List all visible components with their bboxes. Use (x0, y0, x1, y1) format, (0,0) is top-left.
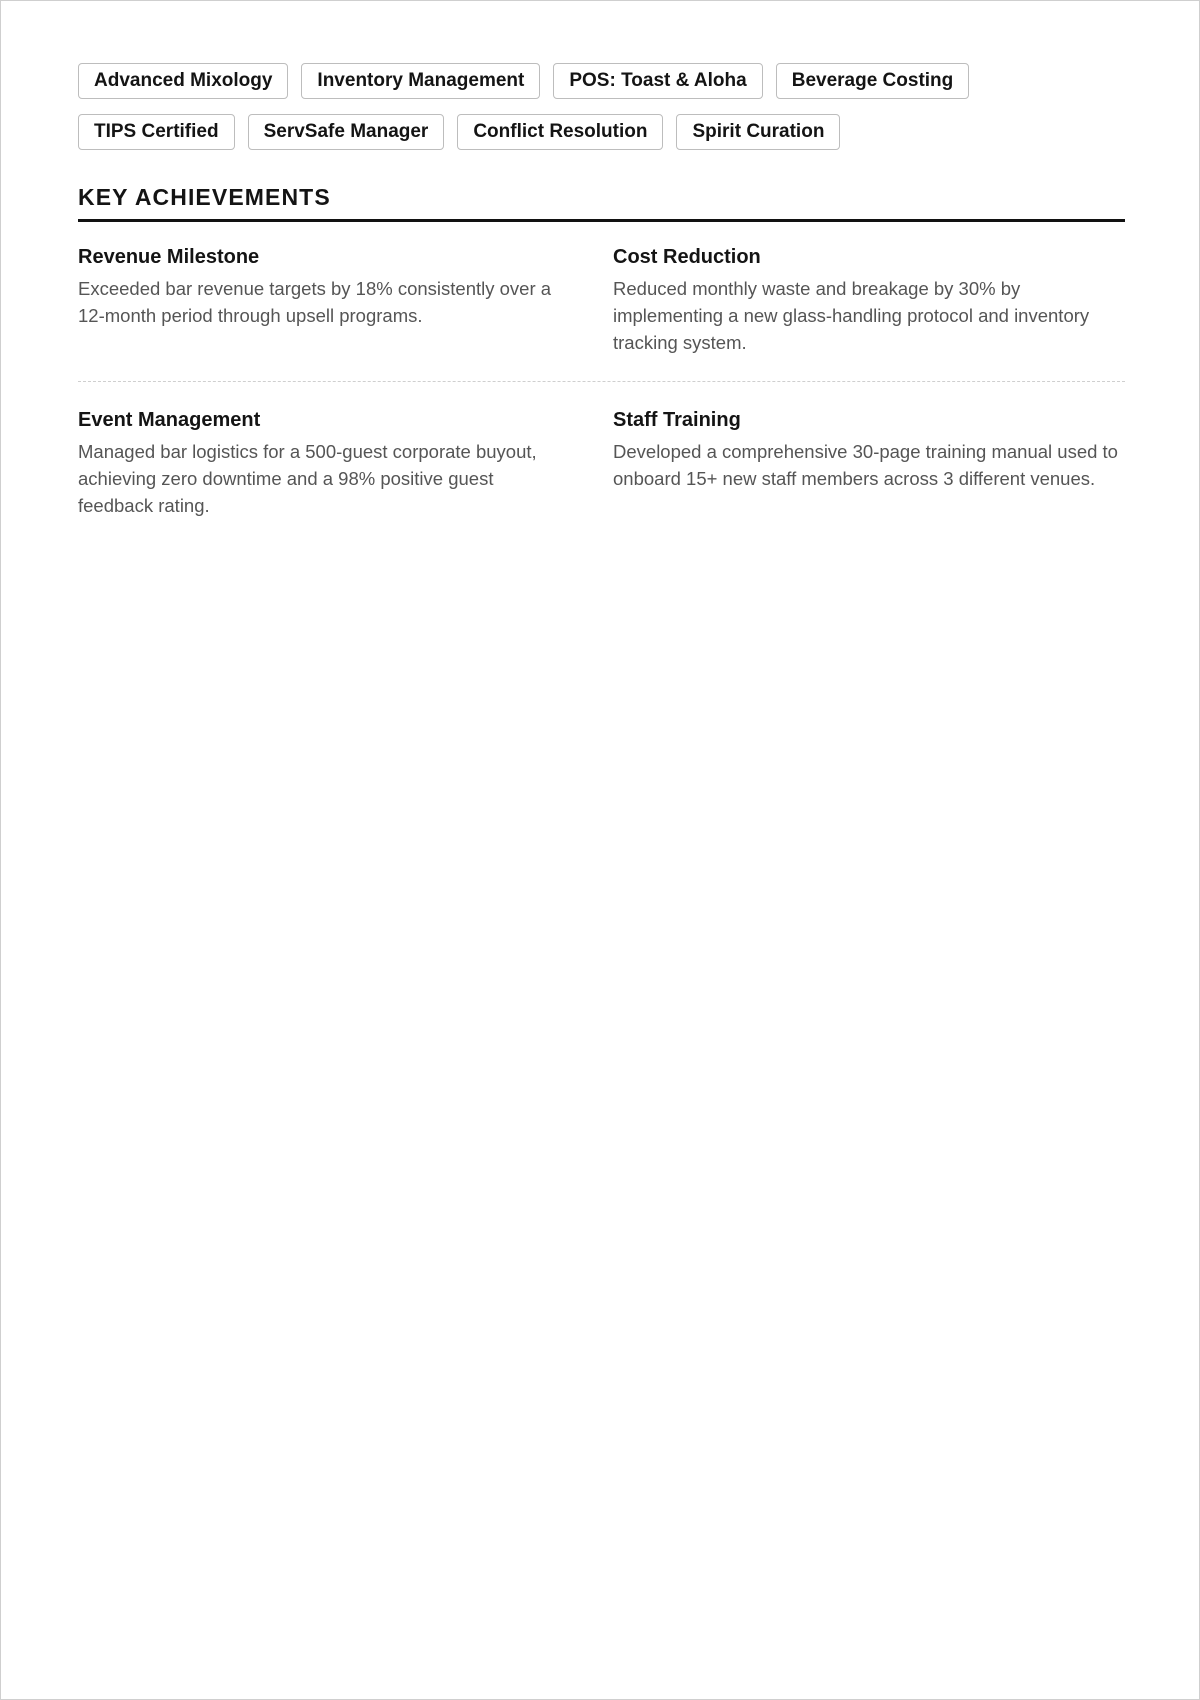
achievement-item (78, 407, 573, 519)
achievement-item (613, 407, 1123, 519)
skill-tag: POS: Toast & Aloha (553, 63, 762, 99)
achievement-title: Staff Training (613, 409, 741, 431)
achievements-row (78, 382, 1125, 519)
skill-tag: TIPS Certified (78, 114, 235, 150)
skill-tag: Inventory Management (301, 63, 540, 99)
achievement-item (613, 244, 1123, 356)
key-achievements-heading: KEY ACHIEVEMENTS (78, 183, 1125, 222)
skill-tag: ServSafe Manager (248, 114, 445, 150)
achievement-description: Managed bar logistics for a 500-guest corporate buyout, achieving zero downtime and a 98% positive guest feedback rating. (78, 441, 537, 516)
achievement-description: Developed a comprehensive 30-page training manual used to onboard 15+ new staff members across 3 different venues. (613, 441, 1118, 489)
skills-list (78, 63, 1125, 150)
skill-tag: Conflict Resolution (457, 114, 663, 150)
achievement-item (78, 244, 573, 356)
skill-tag: Spirit Curation (676, 114, 840, 150)
skill-tag: Advanced Mixology (78, 63, 288, 99)
achievements-row (78, 222, 1125, 381)
achievement-title: Event Management (78, 409, 261, 431)
achievement-description: Reduced monthly waste and breakage by 30% by implementing a new glass-handling protocol and inventory tracking system. (613, 278, 1090, 353)
achievement-title: Cost Reduction (613, 246, 761, 268)
resume-content (78, 63, 1125, 519)
achievement-description: Exceeded bar revenue targets by 18% consistently over a 12-month period through upsell programs. (78, 278, 552, 326)
skill-tag: Beverage Costing (776, 63, 970, 99)
achievement-title: Revenue Milestone (78, 246, 260, 268)
